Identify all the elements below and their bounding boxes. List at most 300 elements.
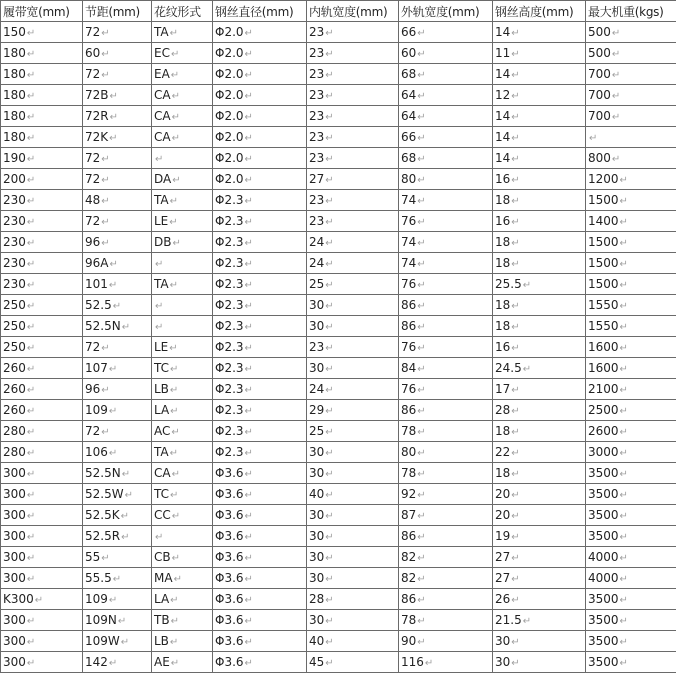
paragraph-mark-icon: ↵ — [101, 427, 110, 438]
cell-value: 86 — [401, 592, 417, 606]
pitch-cell — [83, 547, 152, 568]
table-row — [1, 337, 676, 358]
inner-rail-width-cell — [307, 568, 399, 589]
paragraph-mark-icon: ↵ — [244, 637, 253, 648]
cell-value: 86 — [401, 529, 417, 543]
wire-diameter-cell — [213, 22, 307, 43]
paragraph-mark-icon: ↵ — [244, 91, 253, 102]
cell-value: 1550 — [588, 298, 619, 312]
paragraph-mark-icon: ↵ — [325, 532, 334, 543]
paragraph-mark-icon: ↵ — [522, 616, 532, 627]
inner-rail-width-cell — [307, 526, 399, 547]
pattern-cell — [152, 211, 213, 232]
cell-value: 300 — [3, 571, 26, 585]
pitch-cell — [83, 610, 152, 631]
table-body — [1, 22, 676, 673]
cell-value: 66 — [401, 130, 417, 144]
cell-value: 16 — [495, 214, 511, 228]
wire-diameter-cell — [213, 232, 307, 253]
paragraph-mark-icon: ↵ — [511, 322, 520, 333]
table-row — [1, 358, 676, 379]
pattern-cell — [152, 22, 213, 43]
cell-value: Φ3.6 — [215, 592, 244, 606]
table-row — [1, 211, 676, 232]
paragraph-mark-icon: ↵ — [169, 196, 178, 207]
wire-diameter-cell — [213, 379, 307, 400]
paragraph-mark-icon: ↵ — [244, 238, 253, 249]
paragraph-mark-icon: ↵ — [325, 469, 334, 480]
paragraph-mark-icon: ↵ — [170, 49, 180, 60]
pattern-cell — [152, 484, 213, 505]
cell-value: 14 — [495, 151, 511, 165]
paragraph-mark-icon: ↵ — [26, 364, 36, 375]
cell-value: 18 — [495, 298, 511, 312]
wire-height-cell — [493, 232, 586, 253]
cell-value: 48 — [85, 193, 101, 207]
cell-value: Φ2.3 — [215, 256, 244, 270]
header-row — [1, 1, 676, 22]
paragraph-mark-icon: ↵ — [112, 301, 122, 312]
cell-value: Φ3.6 — [215, 466, 244, 480]
paragraph-mark-icon: ↵ — [325, 70, 334, 81]
paragraph-mark-icon: ↵ — [244, 658, 253, 669]
cell-value: Φ3.6 — [215, 529, 244, 543]
cell-value: Φ2.0 — [215, 172, 244, 186]
max-weight-cell — [586, 421, 676, 442]
paragraph-mark-icon: ↵ — [325, 364, 334, 375]
cell-value: 72 — [85, 172, 101, 186]
paragraph-mark-icon: ↵ — [417, 511, 426, 522]
cell-value: 76 — [401, 340, 417, 354]
track-width-cell — [1, 127, 83, 148]
cell-value: 30 — [309, 571, 325, 585]
wire-height-cell — [493, 337, 586, 358]
paragraph-mark-icon: ↵ — [325, 112, 334, 123]
paragraph-mark-icon: ↵ — [619, 448, 628, 459]
outer-rail-width-cell — [399, 358, 493, 379]
paragraph-mark-icon: ↵ — [101, 196, 110, 207]
pitch-cell — [83, 652, 152, 673]
cell-value: Φ2.0 — [215, 130, 244, 144]
cell-value: LE — [154, 214, 169, 228]
paragraph-mark-icon: ↵ — [417, 49, 426, 60]
cell-value: MA — [154, 571, 173, 585]
pitch-cell — [83, 43, 152, 64]
pitch-cell — [83, 505, 152, 526]
outer-rail-width-cell — [399, 568, 493, 589]
pattern-cell — [152, 568, 213, 589]
cell-value: 1500 — [588, 277, 619, 291]
max-weight-cell — [586, 505, 676, 526]
cell-value: 1600 — [588, 340, 619, 354]
cell-value: DB — [154, 235, 172, 249]
cell-value: Φ2.3 — [215, 445, 244, 459]
wire-diameter-cell — [213, 148, 307, 169]
cell-value: 3500 — [588, 529, 619, 543]
inner-rail-width-cell — [307, 64, 399, 85]
pattern-cell — [152, 505, 213, 526]
wire-height-cell — [493, 400, 586, 421]
cell-value: 45 — [309, 655, 325, 669]
cell-value: 80 — [401, 445, 417, 459]
max-weight-cell — [586, 568, 676, 589]
paragraph-mark-icon: ↵ — [26, 133, 36, 144]
table-row — [1, 85, 676, 106]
max-weight-cell — [586, 484, 676, 505]
pitch-cell — [83, 526, 152, 547]
paragraph-mark-icon: ↵ — [325, 574, 334, 585]
cell-value: 66 — [401, 25, 417, 39]
paragraph-mark-icon: ↵ — [244, 49, 253, 60]
table-row — [1, 64, 676, 85]
inner-rail-width-cell — [307, 106, 399, 127]
cell-value: TA — [154, 25, 169, 39]
paragraph-mark-icon: ↵ — [244, 574, 253, 585]
wire-height-cell — [493, 631, 586, 652]
wire-diameter-cell — [213, 568, 307, 589]
inner-rail-width-cell — [307, 43, 399, 64]
track-width-cell — [1, 148, 83, 169]
cell-value: 101 — [85, 277, 108, 291]
max-weight-cell — [586, 211, 676, 232]
cell-value: K300 — [3, 592, 34, 606]
cell-value: 106 — [85, 445, 108, 459]
cell-value: 230 — [3, 277, 26, 291]
cell-value: 250 — [3, 298, 26, 312]
paragraph-mark-icon: ↵ — [619, 658, 628, 669]
wire-diameter-cell — [213, 274, 307, 295]
wire-diameter-cell — [213, 64, 307, 85]
paragraph-mark-icon: ↵ — [171, 427, 180, 438]
table-row — [1, 631, 676, 652]
inner-rail-width-cell — [307, 631, 399, 652]
inner-rail-width-cell — [307, 22, 399, 43]
paragraph-mark-icon: ↵ — [417, 364, 426, 375]
wire-height-header: 钢丝高度(mm) — [493, 1, 586, 22]
cell-value: Φ2.3 — [215, 214, 244, 228]
paragraph-mark-icon: ↵ — [619, 427, 628, 438]
pitch-cell — [83, 190, 152, 211]
outer-rail-width-cell — [399, 190, 493, 211]
track-width-cell — [1, 652, 83, 673]
max-weight-cell — [586, 274, 676, 295]
cell-value: 86 — [401, 403, 417, 417]
cell-value: 1400 — [588, 214, 619, 228]
pattern-cell — [152, 442, 213, 463]
paragraph-mark-icon: ↵ — [26, 301, 36, 312]
cell-value: 280 — [3, 424, 26, 438]
paragraph-mark-icon: ↵ — [611, 154, 621, 165]
cell-value: 78 — [401, 613, 417, 627]
track-width-cell — [1, 589, 83, 610]
pattern-cell — [152, 43, 213, 64]
track-width-cell — [1, 358, 83, 379]
wire-height-cell — [493, 106, 586, 127]
paragraph-mark-icon: ↵ — [108, 280, 118, 291]
paragraph-mark-icon: ↵ — [417, 616, 426, 627]
inner-rail-width-cell — [307, 337, 399, 358]
cell-value: EA — [154, 67, 170, 81]
cell-value: Φ2.0 — [215, 151, 244, 165]
paragraph-mark-icon: ↵ — [26, 637, 36, 648]
paragraph-mark-icon: ↵ — [173, 574, 182, 585]
cell-value: 27 — [309, 172, 325, 186]
cell-value: 300 — [3, 634, 26, 648]
cell-value: 74 — [401, 193, 417, 207]
paragraph-mark-icon: ↵ — [511, 511, 520, 522]
paragraph-mark-icon: ↵ — [619, 259, 628, 270]
paragraph-mark-icon: ↵ — [589, 133, 598, 144]
track-width-cell — [1, 316, 83, 337]
paragraph-mark-icon: ↵ — [26, 385, 36, 396]
wire-height-cell — [493, 484, 586, 505]
paragraph-mark-icon: ↵ — [101, 154, 110, 165]
cell-value: 72B — [85, 88, 109, 102]
paragraph-mark-icon: ↵ — [26, 175, 36, 186]
cell-value: 700 — [588, 67, 611, 81]
cell-value: CA — [154, 130, 171, 144]
cell-value: 26 — [495, 592, 511, 606]
cell-value: 24 — [309, 382, 325, 396]
cell-value: 18 — [495, 424, 511, 438]
cell-value: Φ3.6 — [215, 634, 244, 648]
track-width-cell — [1, 337, 83, 358]
cell-value: CA — [154, 88, 171, 102]
paragraph-mark-icon: ↵ — [101, 175, 110, 186]
max-weight-cell — [586, 400, 676, 421]
track-width-cell — [1, 568, 83, 589]
inner-rail-width-cell — [307, 295, 399, 316]
paragraph-mark-icon: ↵ — [511, 343, 520, 354]
pitch-cell — [83, 589, 152, 610]
paragraph-mark-icon: ↵ — [170, 490, 179, 501]
wire-diameter-cell — [213, 295, 307, 316]
cell-value: 21.5 — [495, 613, 522, 627]
paragraph-mark-icon: ↵ — [26, 469, 36, 480]
cell-value: 96 — [85, 235, 101, 249]
pitch-cell — [83, 85, 152, 106]
paragraph-mark-icon: ↵ — [26, 406, 36, 417]
pattern-cell — [152, 337, 213, 358]
cell-value: 55.5 — [85, 571, 112, 585]
cell-value: Φ3.6 — [215, 508, 244, 522]
table-row — [1, 589, 676, 610]
pattern-cell — [152, 610, 213, 631]
paragraph-mark-icon: ↵ — [244, 364, 253, 375]
paragraph-mark-icon: ↵ — [101, 553, 110, 564]
inner-rail-width-cell — [307, 253, 399, 274]
max-weight-cell — [586, 127, 676, 148]
cell-value: 300 — [3, 466, 26, 480]
paragraph-mark-icon: ↵ — [244, 469, 253, 480]
cell-value: 74 — [401, 256, 417, 270]
inner-rail-width-header: 内轨宽度(mm) — [307, 1, 399, 22]
paragraph-mark-icon: ↵ — [417, 448, 426, 459]
wire-diameter-cell — [213, 463, 307, 484]
max-weight-cell — [586, 526, 676, 547]
wire-diameter-cell — [213, 526, 307, 547]
paragraph-mark-icon: ↵ — [325, 259, 334, 270]
pattern-cell — [152, 316, 213, 337]
inner-rail-width-cell — [307, 400, 399, 421]
cell-value: 260 — [3, 382, 26, 396]
inner-rail-width-cell — [307, 379, 399, 400]
paragraph-mark-icon: ↵ — [155, 154, 164, 165]
track-width-cell — [1, 211, 83, 232]
inner-rail-width-cell — [307, 190, 399, 211]
cell-value: 72 — [85, 214, 101, 228]
paragraph-mark-icon: ↵ — [619, 532, 628, 543]
cell-value: 30 — [495, 655, 511, 669]
pattern-cell — [152, 589, 213, 610]
paragraph-mark-icon: ↵ — [26, 217, 36, 228]
cell-value: 1500 — [588, 256, 619, 270]
outer-rail-width-cell — [399, 148, 493, 169]
wire-diameter-cell — [213, 253, 307, 274]
inner-rail-width-cell — [307, 547, 399, 568]
paragraph-mark-icon: ↵ — [619, 280, 628, 291]
track-width-cell — [1, 505, 83, 526]
cell-value: 72 — [85, 151, 101, 165]
cell-value: 30 — [309, 319, 325, 333]
pitch-cell — [83, 379, 152, 400]
table-row — [1, 547, 676, 568]
cell-value: 23 — [309, 193, 325, 207]
paragraph-mark-icon: ↵ — [522, 364, 532, 375]
cell-value: 25 — [309, 277, 325, 291]
cell-value: 29 — [309, 403, 325, 417]
track-width-header: 履带宽(mm) — [1, 1, 83, 22]
cell-value: 52.5K — [85, 508, 120, 522]
paragraph-mark-icon: ↵ — [619, 301, 628, 312]
paragraph-mark-icon: ↵ — [325, 385, 334, 396]
paragraph-mark-icon: ↵ — [325, 280, 334, 291]
paragraph-mark-icon: ↵ — [101, 70, 110, 81]
outer-rail-width-cell — [399, 379, 493, 400]
outer-rail-width-cell — [399, 64, 493, 85]
table-row — [1, 484, 676, 505]
cell-value: 18 — [495, 256, 511, 270]
max-weight-cell — [586, 589, 676, 610]
paragraph-mark-icon: ↵ — [244, 280, 253, 291]
cell-value: 180 — [3, 130, 26, 144]
paragraph-mark-icon: ↵ — [26, 616, 36, 627]
paragraph-mark-icon: ↵ — [619, 343, 628, 354]
paragraph-mark-icon: ↵ — [244, 490, 253, 501]
paragraph-mark-icon: ↵ — [611, 28, 621, 39]
paragraph-mark-icon: ↵ — [244, 70, 253, 81]
pitch-cell — [83, 316, 152, 337]
cell-value: 28 — [495, 403, 511, 417]
outer-rail-width-header: 外轨宽度(mm) — [399, 1, 493, 22]
cell-value: 142 — [85, 655, 108, 669]
cell-value: 72R — [85, 109, 109, 123]
inner-rail-width-cell — [307, 484, 399, 505]
paragraph-mark-icon: ↵ — [511, 637, 520, 648]
cell-value: LB — [154, 382, 169, 396]
pattern-cell — [152, 295, 213, 316]
max-weight-cell — [586, 358, 676, 379]
cell-value: LA — [154, 592, 170, 606]
cell-value: CB — [154, 550, 171, 564]
cell-value: 14 — [495, 25, 511, 39]
cell-value: 230 — [3, 256, 26, 270]
pattern-cell — [152, 253, 213, 274]
inner-rail-width-cell — [307, 127, 399, 148]
paragraph-mark-icon: ↵ — [619, 511, 628, 522]
cell-value: 30 — [309, 466, 325, 480]
paragraph-mark-icon: ↵ — [417, 70, 426, 81]
paragraph-mark-icon: ↵ — [325, 595, 334, 606]
pattern-cell — [152, 148, 213, 169]
paragraph-mark-icon: ↵ — [244, 595, 253, 606]
paragraph-mark-icon: ↵ — [169, 280, 178, 291]
table-row — [1, 610, 676, 631]
paragraph-mark-icon: ↵ — [417, 427, 426, 438]
cell-value: CA — [154, 109, 171, 123]
paragraph-mark-icon: ↵ — [417, 553, 426, 564]
paragraph-mark-icon: ↵ — [511, 595, 520, 606]
cell-value: Φ3.6 — [215, 613, 244, 627]
paragraph-mark-icon: ↵ — [26, 490, 36, 501]
cell-value: 30 — [309, 445, 325, 459]
paragraph-mark-icon: ↵ — [325, 301, 334, 312]
cell-value: 3500 — [588, 592, 619, 606]
paragraph-mark-icon: ↵ — [109, 133, 118, 144]
cell-value: 24 — [309, 235, 325, 249]
paragraph-mark-icon: ↵ — [417, 301, 426, 312]
cell-value: TA — [154, 445, 169, 459]
inner-rail-width-cell — [307, 358, 399, 379]
cell-value: 23 — [309, 109, 325, 123]
paragraph-mark-icon: ↵ — [169, 343, 178, 354]
cell-value: TB — [154, 613, 170, 627]
outer-rail-width-cell — [399, 442, 493, 463]
cell-value: 17 — [495, 382, 511, 396]
wire-diameter-cell — [213, 631, 307, 652]
paragraph-mark-icon: ↵ — [170, 406, 179, 417]
wire-diameter-cell — [213, 505, 307, 526]
cell-value: 12 — [495, 88, 511, 102]
paragraph-mark-icon: ↵ — [417, 385, 426, 396]
cell-value: DA — [154, 172, 172, 186]
cell-value: 16 — [495, 172, 511, 186]
paragraph-mark-icon: ↵ — [511, 574, 520, 585]
wire-diameter-cell — [213, 43, 307, 64]
paragraph-mark-icon: ↵ — [417, 154, 426, 165]
cell-value: 60 — [401, 46, 417, 60]
paragraph-mark-icon: ↵ — [26, 49, 36, 60]
cell-value: TC — [154, 487, 170, 501]
track-width-cell — [1, 253, 83, 274]
cell-value: Φ2.3 — [215, 340, 244, 354]
cell-value: 23 — [309, 46, 325, 60]
outer-rail-width-cell — [399, 211, 493, 232]
outer-rail-width-cell — [399, 463, 493, 484]
wire-diameter-cell — [213, 484, 307, 505]
wire-height-cell — [493, 148, 586, 169]
track-width-cell — [1, 295, 83, 316]
cell-value: 260 — [3, 403, 26, 417]
paragraph-mark-icon: ↵ — [611, 49, 621, 60]
paragraph-mark-icon: ↵ — [325, 427, 334, 438]
track-width-cell — [1, 442, 83, 463]
wire-diameter-cell — [213, 421, 307, 442]
outer-rail-width-cell — [399, 400, 493, 421]
cell-value: 14 — [495, 130, 511, 144]
pitch-cell — [83, 106, 152, 127]
cell-value: 90 — [401, 634, 417, 648]
